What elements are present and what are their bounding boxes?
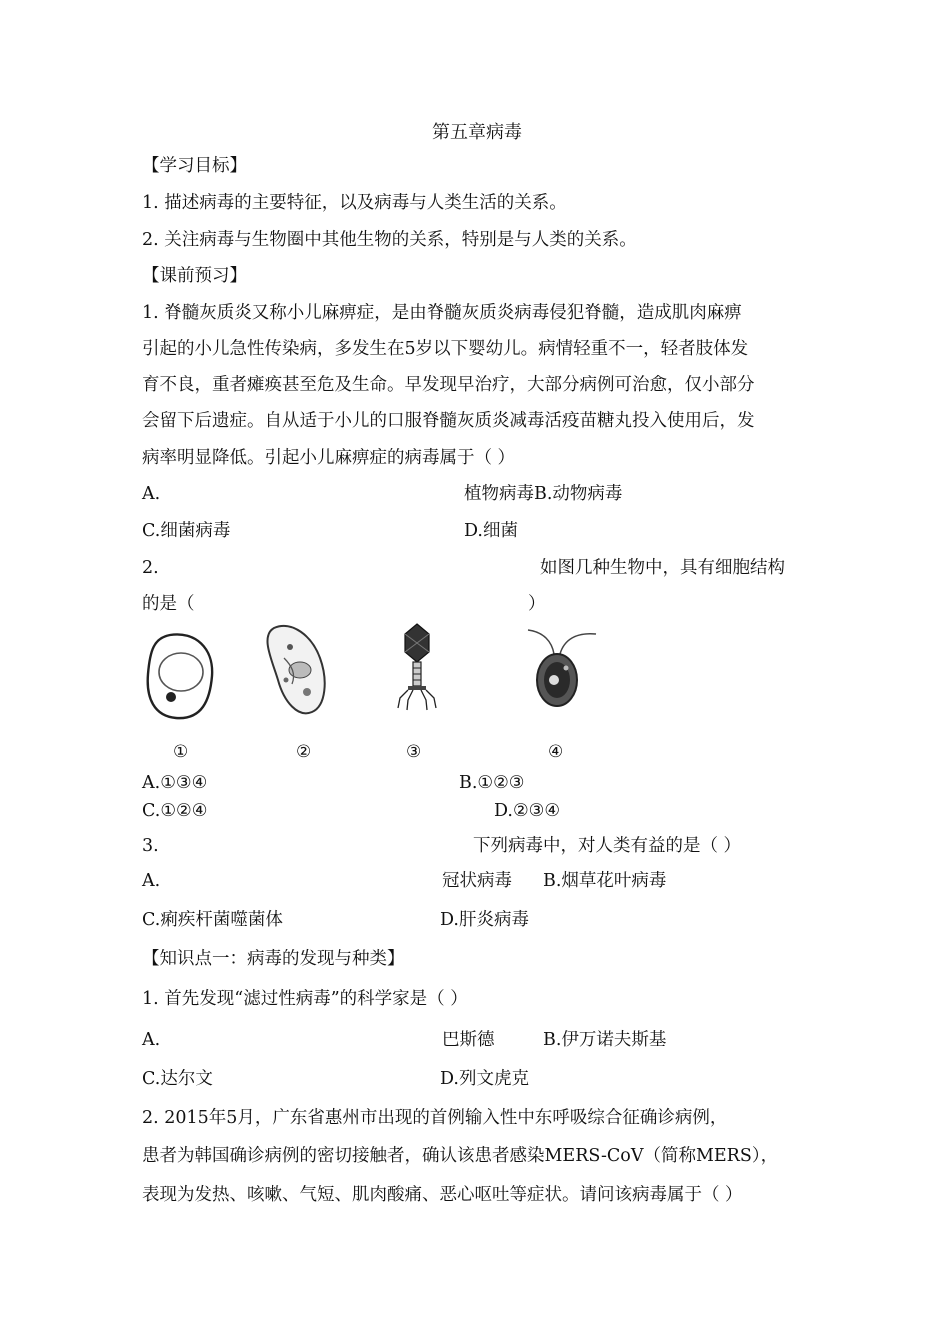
option-c: C.痢疾杆菌噬菌体	[142, 910, 283, 930]
option-c: C.细菌病毒	[142, 521, 231, 541]
section-heading-preview: 【课前预习】	[142, 266, 247, 286]
option-b: B.烟草花叶病毒	[543, 871, 667, 891]
option-a-text: 冠状病毒	[442, 871, 512, 891]
option-a-label: A.	[142, 1030, 161, 1050]
option-d: D.②③④	[494, 801, 561, 821]
section-heading-goals: 【学习目标】	[142, 156, 247, 176]
option-c: C.达尔文	[142, 1069, 213, 1089]
option-a: A.①③④	[142, 773, 208, 793]
question-text: ）	[528, 594, 546, 614]
question-text-line: 表现为发热、咳嗽、气短、肌肉酸痛、恶心呕吐等症状。请问该病毒属于（ ）	[142, 1185, 743, 1205]
figure-label: ①	[173, 742, 189, 762]
section-heading-knowledge1: 【知识点一：病毒的发现与种类】	[142, 949, 405, 969]
question-number: 2.	[142, 558, 159, 578]
option-b: B.伊万诺夫斯基	[543, 1030, 667, 1050]
question-text: 如图几种生物中，具有细胞结构	[540, 558, 785, 578]
question-text-line: 患者为韩国确诊病例的密切接触者，确认该患者感染MERS-CoV（简称MERS），	[142, 1146, 779, 1166]
option-d: D.列文虎克	[440, 1069, 529, 1089]
figure-label: ②	[296, 742, 312, 762]
option-a-text: 巴斯德	[442, 1030, 495, 1050]
option-d: D.肝炎病毒	[440, 910, 529, 930]
option-c: C.①②④	[142, 801, 208, 821]
goal-item: 2. 关注病毒与生物圈中其他生物的关系，特别是与人类的关系。	[142, 230, 637, 250]
option-a-text: 植物病毒B.动物病毒	[464, 484, 623, 504]
question-text: 下列病毒中，对人类有益的是（ ）	[473, 836, 742, 856]
question-text: 的是（	[142, 594, 195, 614]
chlamydomonas-figure	[514, 624, 602, 716]
option-a-label: A.	[142, 871, 161, 891]
page-title: 第五章病毒	[432, 122, 522, 143]
option-d: D.细菌	[464, 521, 518, 541]
question-text-line: 会留下后遗症。自从适于小儿的口服脊髓灰质炎减毒活疫苗糖丸投入使用后，发	[142, 411, 755, 431]
question-number: 3.	[142, 836, 159, 856]
question-text: 1. 首先发现“滤过性病毒”的科学家是（ ）	[142, 989, 468, 1009]
goal-item: 1. 描述病毒的主要特征，以及病毒与人类生活的关系。	[142, 193, 567, 213]
paramecium-figure	[262, 622, 332, 722]
question-text-line: 2. 2015年5月，广东省惠州市出现的首例输入性中东呼吸综合征确诊病例，	[142, 1108, 728, 1128]
question-text-line: 育不良，重者瘫痪甚至危及生命。早发现早治疗，大部分病例可治愈，仅小部分	[142, 375, 755, 395]
question-text-line: 1. 脊髓灰质炎又称小儿麻痹症，是由脊髓灰质炎病毒侵犯脊髓，造成肌肉麻痹	[142, 303, 742, 323]
bacteriophage-figure	[392, 622, 442, 718]
question-text-line: 引起的小儿急性传染病，多发生在5岁以下婴幼儿。病情轻重不一，轻者肢体发	[142, 339, 749, 359]
figure-label: ③	[406, 742, 422, 762]
option-a-label: A.	[142, 484, 161, 504]
cell-diagram-figure	[140, 628, 220, 728]
figure-label: ④	[548, 742, 564, 762]
option-b: B.①②③	[459, 773, 525, 793]
question-text-line: 病率明显降低。引起小儿麻痹症的病毒属于（ ）	[142, 448, 516, 468]
